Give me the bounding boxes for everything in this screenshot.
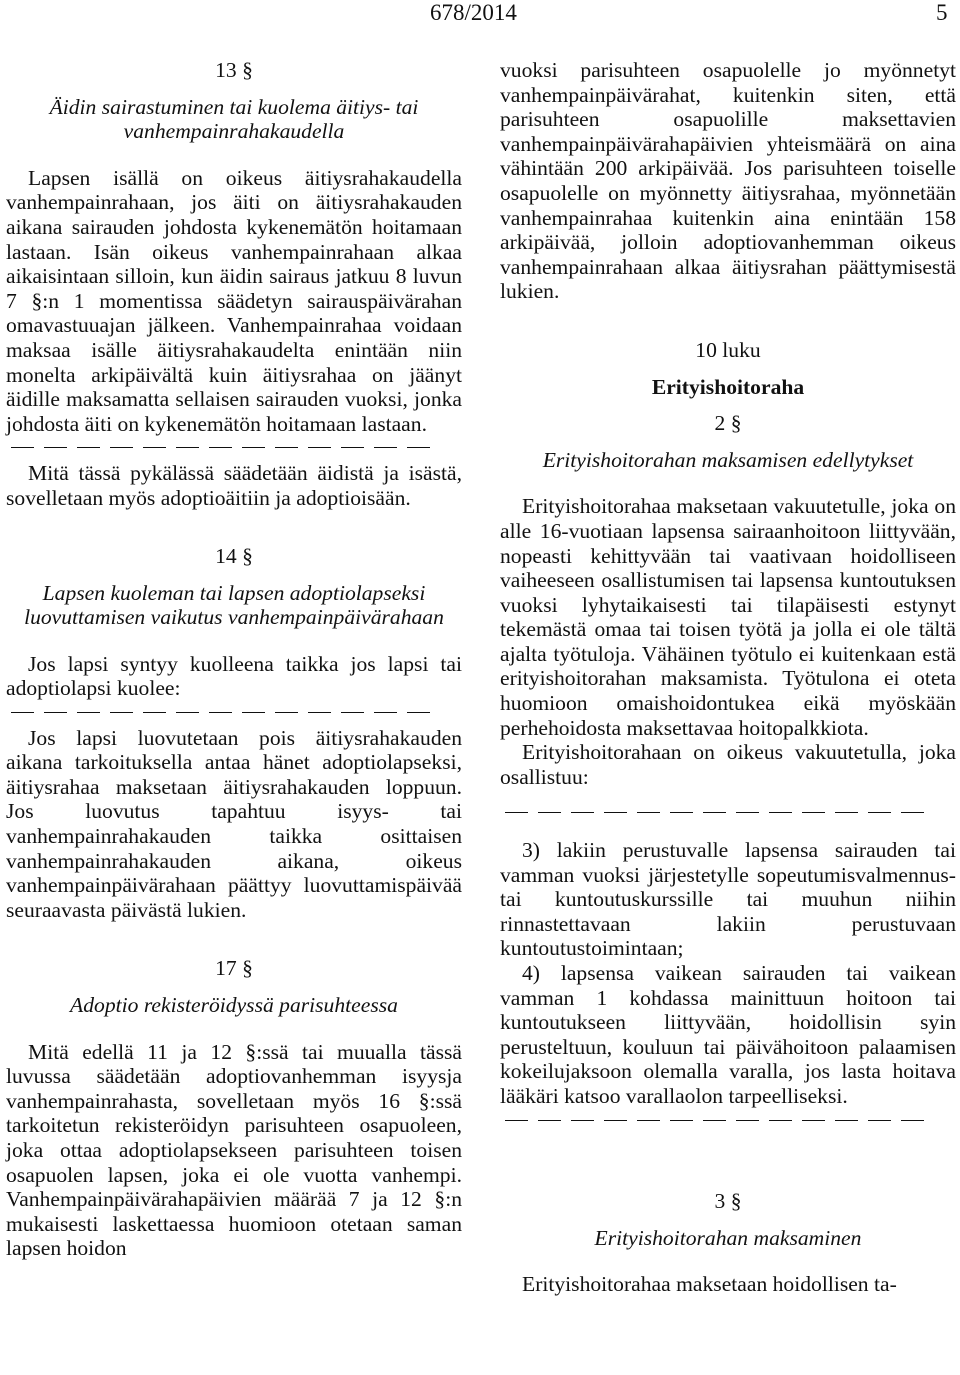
- section-2-item-3: 3) lakiin perustuvalle lapsensa sairauden tai vamman vuoksi järjestetylle sopeutumisvalmennus- tai kuntoutuskurssille tai muuhun niihin rinnastettavaan lakiin perustuvaan kuntoutustoimintaan;: [500, 838, 956, 961]
- section-2-item-4: 4) lapsensa vaikean sairauden tai vaikean vamman 1 kohdassa mainittuun hoitoon tai kuntoutukseen liittyvään, hoidollisin syin perusteltuun, kouluun tai päivähoitoon palaamisen kokeilujaksoon olemalla varalla, jos lasta hoitava lääkäri katsoo varallaolon tarpeelliseksi.: [500, 961, 956, 1108]
- section-2-title: Erityishoitorahan maksamisen edellytykset: [542, 447, 914, 472]
- section-17-heading: 17 §: [215, 956, 253, 981]
- omission-dashes: [6, 436, 462, 461]
- publication-number: 678/2014: [430, 0, 517, 25]
- chapter-title: Erityishoitoraha: [651, 374, 805, 399]
- section-2-heading: 2 §: [714, 411, 742, 436]
- section-13-paragraph-1: Lapsen isällä on oikeus äitiysrahakaudella vanhempainrahaan, jos äiti on äitiysrahakauden aikana sairauden johdosta kykenemätön hoitamaan lastaan. Isän oikeus vanhempainrahaan alkaa aikaisintaan silloin, kun äidin sairaus jatkuu 8 luvun 7 §:n 1 momentissa säädetyn sairauspäivärahan omavastuuajan jälkeen. Vanhempainrahaa voidaan maksaa isälle äitiysrahakaudelta enintään niin monelta arkipäivältä kuin äitiysrahaa on jäänyt äidille maksamatta sellaisen sairauden vuoksi, jonka johdosta äiti on kykenemätön hoitamaan lastaan.: [6, 165, 462, 436]
- section-17-continuation: vuoksi parisuhteen osapuolelle jo myönnetyt vanhempainpäivärahat, kuitenkin siten, että parisuhteen osapuolille maksettavien vanhempainpäivärahapäivien yhteismäärä on aina vähintään 200 arkipäivää. Jos parisuhteen toiselle osapuolelle on myönnetty äitiysrahaa, myönnetään vanhempainrahaa kuitenkin aina enintään 158 arkipäivää, jolloin adoptiovanhemman oikeus vanhempainrahaan alkaa äitiysrahan päättymisestä lukien.: [500, 58, 956, 304]
- section-2-paragraph-2: Erityishoitorahaan on oikeus vakuutetulla, joka osallistuu:: [500, 740, 956, 789]
- section-17-paragraph-1: Mitä edellä 11 ja 12 §:ssä tai muualla tässä luvussa säädetään adoptiovanhemman isyysja vanhempainrahasta, sovelletaan myös 16 §:ssä tarkoitetun rekisteröidyn parisuhteen osapuoleen, joka ottaa adoptiolapsekseen parisuhteen toisen osapuolen lapsen, joka ei ole vuotta vanhempi. Vanhempainpäivärahapäivien määrää 7 ja 12 §:n mukaisesti laskettaessa huomioon otetaan saman lapsen hoidon: [6, 1039, 462, 1261]
- section-14-heading: 14 §: [215, 544, 253, 569]
- section-2-paragraph-1: Erityishoitorahaa maksetaan vakuutetulle, joka on alle 16-vuotiaan lapsensa sairaanhoitoon liittyvään, nopeasti kehittyvään tai vaativaan hoidolliseen vaiheeseen osallistumisen tai lapsensa kuntoutuksen vuoksi lyhytaikaisesti tai tilapäisesti estynyt tekemästä omaa tai toisen työtä ja jolla ei ole tältä ajalta työtuloja. Vähäinen työtulo ei kuitenkaan estä erityishoitorahan maksamista. Työtulona ei oteta huomioon omaishoidontukea eikä myöskään perhehoidosta maksettavaa hoitopalkkiota.: [500, 494, 956, 740]
- section-3-heading: 3 §: [714, 1189, 742, 1214]
- page-number: 5: [936, 0, 948, 25]
- section-3-title: Erityishoitorahan maksaminen: [594, 1225, 862, 1250]
- section-14-title: Lapsen kuoleman tai lapsen adoptiolapseksi luovuttamisen vaikutus vanhempainpäivärahaan: [24, 580, 444, 630]
- section-17-title: Adoptio rekisteröidyssä parisuhteessa: [70, 993, 398, 1017]
- omission-dashes: [500, 1109, 956, 1134]
- section-14-paragraph-2: Jos lapsi luovutetaan pois äitiysrahakauden aikana tarkoituksella antaa hänet adoptiolapseksi, äitiysrahaa maksetaan äitiysrahakauden loppuun. Jos luovutus tapahtuu isyys- tai vanhempainrahakauden taikka osittaisen vanhempainrahakauden aikana, oikeus vanhempainpäivärahaan päättyy luovuttamispäivää seuraavasta päivästä lukien.: [6, 725, 462, 922]
- section-13-title: Äidin sairastuminen tai kuolema äitiys- tai vanhempainrahakaudella: [49, 94, 419, 144]
- section-3-paragraph-1: Erityishoitorahaa maksetaan hoidollisen ta-: [522, 1272, 897, 1297]
- left-column: [6, 58, 462, 1261]
- omission-dashes: [6, 701, 462, 726]
- omission-dashes: [500, 801, 956, 826]
- right-column: [500, 58, 956, 1297]
- page-header: [0, 0, 960, 30]
- section-14-paragraph-1: Jos lapsi syntyy kuolleena taikka jos lapsi tai adoptiolapsi kuolee:: [6, 651, 462, 701]
- section-13-heading: 13 §: [215, 58, 253, 82]
- section-13-paragraph-2: Mitä tässä pykälässä säädetään äidistä ja isästä, sovelletaan myös adoptioäitiin ja adoptioisään.: [6, 460, 462, 510]
- chapter-heading: 10 luku: [695, 337, 761, 362]
